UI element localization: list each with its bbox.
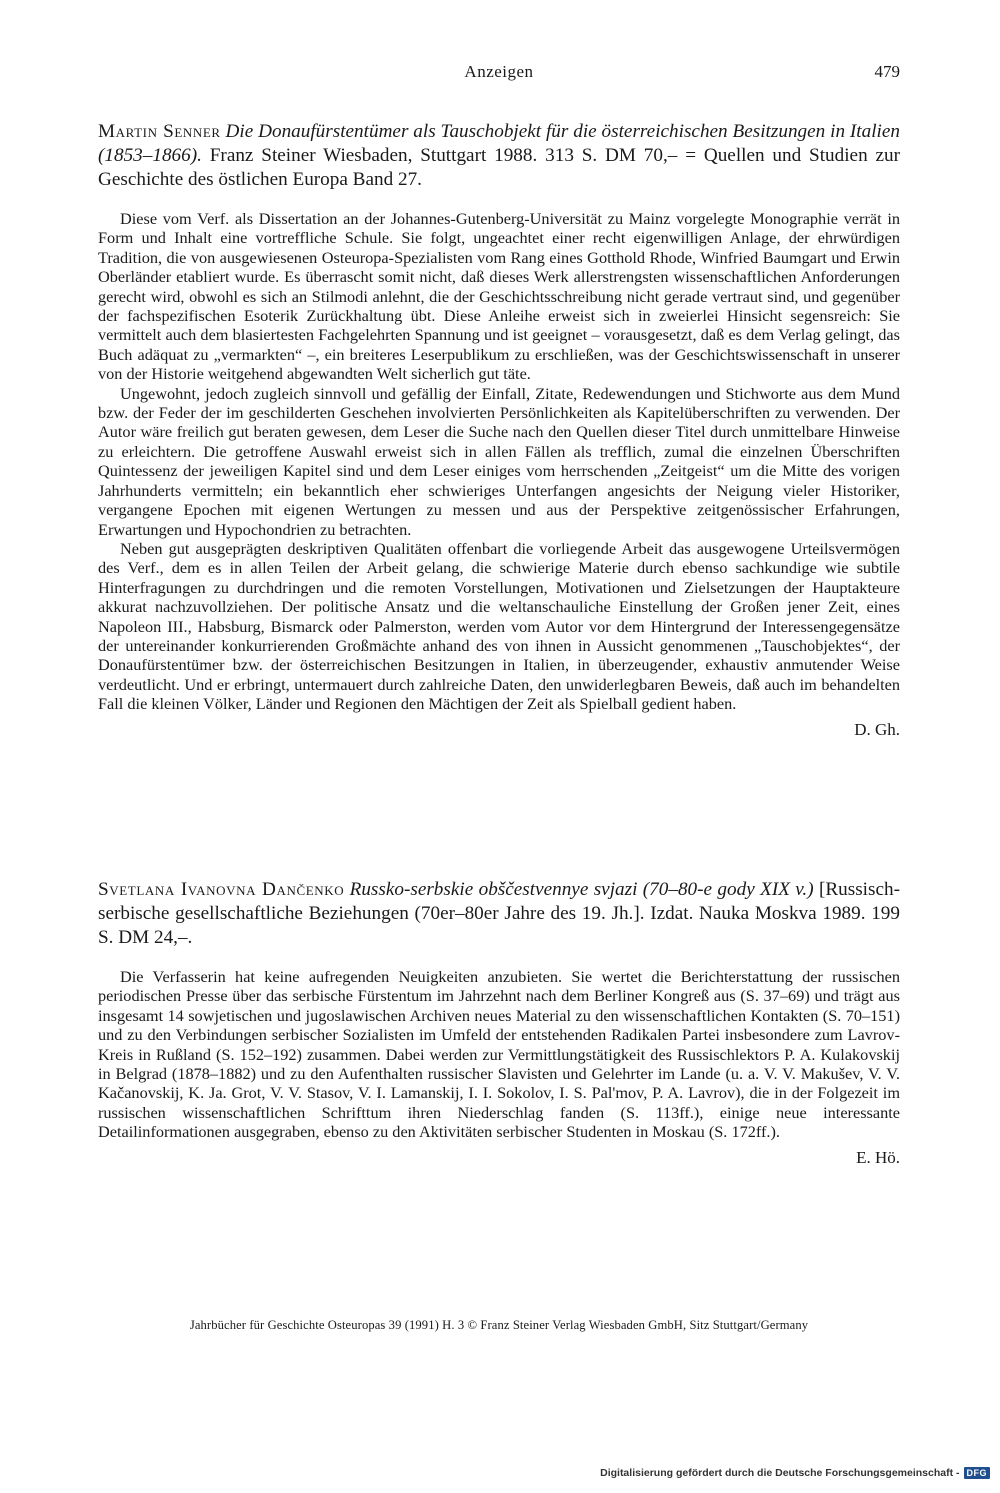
review-author: Svetlana Ivanovna Dančenko	[98, 879, 345, 900]
review-body	[98, 967, 900, 1142]
review-citation	[98, 120, 900, 192]
review-paragraph: Die Verfasserin hat keine aufregenden Neuigkeiten anzubieten. Sie wertet die Berichterstattung der russischen periodischen Presse über das serbische Fürstentum im Jahrzehnt nach dem Berliner Kongreß aus (S. 37–69) und trägt aus insgesamt 14 sowjetischen und jugoslawischen Archiven neues Material zu den wissenschaftlichen Kontakten (S. 70–151) und zu den Verbindungen serbischer Sozialisten im Umfeld der entstehenden Radikalen Partei insbesondere zum Lavrov-Kreis in Rußland (S. 152–192) zusammen. Dabei werden zur Vermittlungstätigkeit des Russischlektors P. A. Kulakovskij in Belgrad (1878–1882) und zu den Aufenthalten russischer Slavisten und Gelehrter im Lande (u. a. V. V. Makušev, V. V. Kačanovskij, K. Ja. Grot, V. V. Stasov, V. I. Lamanskij, I. I. Sokolov, I. S. Pal'mov, P. A. Lavrov), die in der Folgezeit im russischen wissenschaftlichen Schrifttum ihren Niederschlag fanden (S. 113ff.), einige neue interessante Detailinformationen ausgegraben, ebenso zu den Aktivitäten serbischer Studenten in Moskau (S. 172ff.).	[98, 967, 900, 1142]
page-header	[98, 62, 900, 92]
reviewer-signature: D. Gh.	[854, 719, 900, 739]
review-author: Martin Senner	[98, 121, 221, 142]
dfg-notice-text: Digitalisierung gefördert durch die Deutsche Forschungsgemeinschaft -	[600, 1467, 960, 1479]
dfg-logo: DFG	[964, 1467, 991, 1479]
page-number: 479	[874, 62, 900, 81]
review-paragraph: Neben gut ausgeprägten deskriptiven Qualitäten offenbart die vorliegende Arbeit das ausgewogene Urteilsvermögen des Verf., dem es in allen Teilen der Arbeit gelang, die schwierige Materie durch ebenso sachkundige wie subtile Hinterfragungen zu durchdringen und die remoten Vorstellungen, Motivationen und Zielsetzungen der Hauptakteure akkurat nachzuvollziehen. Der politische Ansatz und die weltanschauliche Einstellung der Großen jener Zeit, eines Napoleon III., Habsburg, Bismarck oder Palmerston, werden vom Autor vor dem Hintergrund der Interessengegensätze der untereinander konkurrierenden Großmächte anhand des von ihnen in Aussicht genommenen „Tauschobjektes“, der Donaufürstentümer bzw. der österreichischen Besitzungen in Italien, in überzeugender, exhaustiv anmutender Weise verdeutlicht. Und er erbringt, untermauert durch zahlreiche Daten, den unwiderlegbaren Beweis, daß auch im behandelten Fall die kleinen Völker, Länder und Regionen den Mächtigen der Zeit als Spielball gedient haben.	[98, 538, 900, 714]
review-paragraph: Ungewohnt, jedoch zugleich sinnvoll und gefällig der Einfall, Zitate, Redewendungen und Stichworte aus dem Mund bzw. der Feder der im geschilderten Geschehen involvierten Persönlichkeiten als Kapitelüberschriften zu verwenden. Der Autor wäre freilich gut beraten gewesen, dem Leser die Suche nach den Quellen dieser Titel durch unmittelbare Hinweise zu erleichtern. Die getroffene Auswahl erweist sich in allen Fällen als trefflich, zumal die einzelnen Überschriften Quintessenz der jeweiligen Kapitel sind und dem Leser einiges vom herrschenden „Zeitgeist“ um die Mitte des vorigen Jahrhunderts vermitteln; ein bekanntlich eher schwieriges Unterfangen angesichts der Neigung vieler Historiker, vergangene Epochen mit eigenen Wertungen zu messen und aus der Perspektive zeitgenössischer Erfahrungen, Erwartungen und Hypochondrien zu betrachten.	[98, 383, 900, 539]
review-paragraph: Diese vom Verf. als Dissertation an der Johannes-Gutenberg-Universität zu Mainz vorgelegte Monographie verrät in Form und Inhalt eine vortreffliche Schule. Sie folgt, ungeachtet einer recht eigenwilligen Anlage, der ehrwürdigen Tradition, die von ausgewiesenen Osteuropa-Spezialisten vom Rang eines Gotthold Rhode, Winfried Baumgart und Erwin Oberländer etabliert wurde. Es überrascht somit nicht, daß dieses Werk allerstrengsten wissenschaftlichen Anforderungen gerecht wird, obwohl es sich an Stilmodi anlehnt, die der Geschichtsschreibung nicht gerade vertraut sind, und gegenüber der fachspezifischen Esoterik Zurückhaltung übt. Diese Anleihe erweist sich in zweierlei Hinsicht segensreich: Sie vermittelt auch dem blasiertesten Fachgelehrten Spannung und ist geeignet – vorausgesetzt, daß es dem Verlag gelingt, das Buch adäquat zu „vermarkten“ –, ein breiteres Leserpublikum zu erschließen, was der Geschichtswissenschaft in unserer von der Historie weitgehend abgewandten Welt sicherlich gut täte.	[98, 209, 900, 384]
review-senner	[98, 120, 900, 740]
dfg-funding-notice	[600, 1467, 990, 1479]
review-citation	[98, 878, 900, 950]
journal-footer: Jahrbücher für Geschichte Osteuropas 39 (1991) H. 3 © Franz Steiner Verlag Wiesbaden GmbH, Sitz Stuttgart/Germany	[189, 1318, 809, 1332]
review-body	[98, 209, 900, 714]
review-publication: Franz Steiner Wiesbaden, Stuttgart 1988. 313 S. DM 70,– = Quellen und Studien zur Geschichte des östlichen Europa Band 27.	[98, 145, 900, 190]
review-dancenko	[98, 878, 900, 1168]
running-head: Anzeigen	[464, 62, 534, 81]
review-title: Die Donaufürstentümer als Tauschobjekt für die österreichischen Besitzungen in Italien (1853–1866).	[98, 121, 900, 166]
reviewer-signature: E. Hö.	[856, 1147, 900, 1167]
review-title: Russko-serbskie obščestvennye svjazi (70–80-e gody XIX v.)	[349, 879, 814, 900]
review-publication: [Russisch-serbische gesellschaftliche Beziehungen (70er–80er Jahre des 19. Jh.]. Izdat. Nauka Moskva 1989. 199 S. DM 24,–.	[98, 879, 900, 948]
